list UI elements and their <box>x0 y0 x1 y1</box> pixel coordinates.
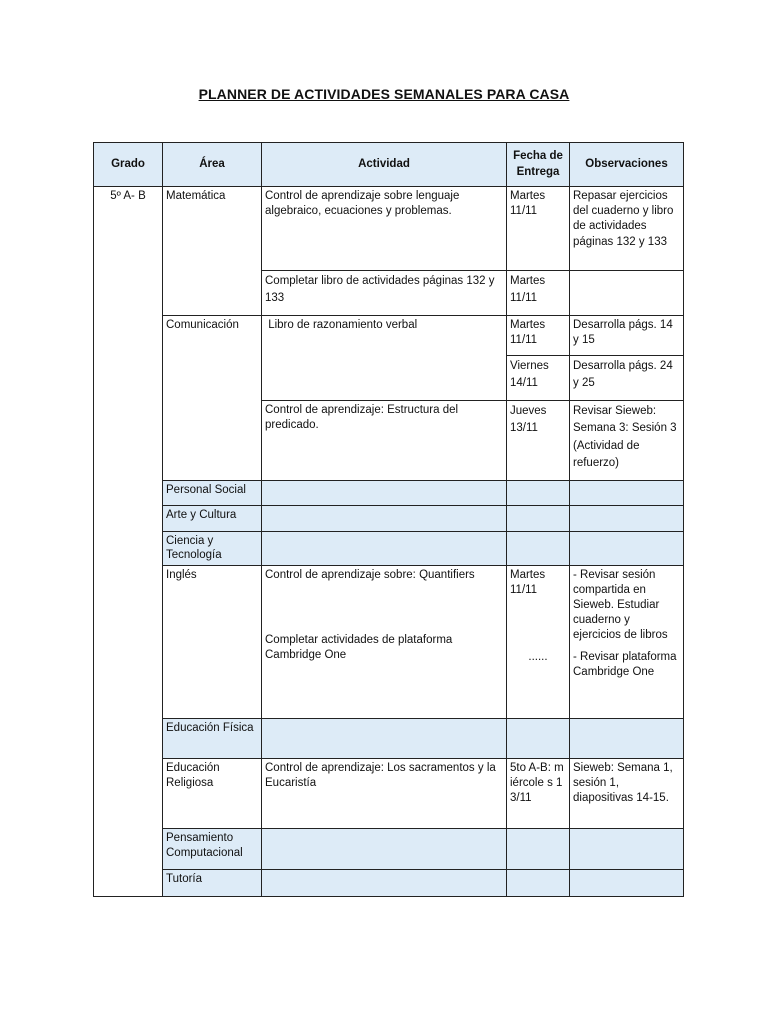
observation-cell-empty <box>570 718 684 758</box>
area-matematica: Matemática <box>163 187 262 316</box>
activity-cell-empty <box>262 718 507 758</box>
header-area: Área <box>163 143 262 187</box>
activity-text: Completar actividades de plataforma Cambridge One <box>265 633 453 662</box>
observation-cell-empty <box>570 532 684 566</box>
date-cell-empty <box>507 532 570 566</box>
table-row <box>94 718 684 758</box>
area-pensamiento-computacional: Pensamiento Computacional <box>163 828 262 869</box>
observation-cell: Sieweb: Semana 1, sesión 1, diapositivas 14-15. <box>570 758 684 828</box>
page-title: PLANNER DE ACTIVIDADES SEMANALES PARA CASA <box>198 86 570 102</box>
activity-cell-empty <box>262 532 507 566</box>
activity-text: Libro de razonamiento verbal <box>268 319 418 331</box>
activity-cell: Control de aprendizaje: Los sacramentos y la Eucaristía <box>262 758 507 828</box>
activity-cell: Control de aprendizaje sobre lenguaje algebraico, ecuaciones y problemas. <box>262 187 507 271</box>
activity-cell: Control de aprendizaje: Estructura del predicado. <box>262 401 507 481</box>
date-cell: Jueves 13/11 <box>507 401 570 481</box>
header-actividad: Actividad <box>262 143 507 187</box>
table-row <box>94 481 684 506</box>
observation-cell-empty <box>570 481 684 506</box>
activity-text: Control de aprendizaje sobre: Quantifiers <box>265 568 475 581</box>
observation-cell: Revisar Sieweb: Semana 3: Sesión 3 (Actividad de refuerzo) <box>570 401 684 481</box>
date-cell: Martes 11/11 <box>507 316 570 356</box>
activity-cell: Completar libro de actividades páginas 132 y 133 <box>262 271 507 316</box>
area-comunicacion: Comunicación <box>163 316 262 481</box>
date-cell-empty <box>507 506 570 532</box>
area-educacion-fisica: Educación Física <box>163 718 262 758</box>
date-text: Martes 11/11 <box>510 568 546 596</box>
observation-cell <box>570 271 684 316</box>
table-row <box>94 506 684 532</box>
activity-cell-empty <box>262 481 507 506</box>
table-row <box>94 565 684 718</box>
observation-cell: Repasar ejercicios del cuaderno y libro de actividades páginas 132 y 133 <box>570 187 684 271</box>
table-row <box>94 532 684 566</box>
date-text: ...... <box>528 651 548 664</box>
table-row <box>94 869 684 896</box>
date-cell <box>507 565 570 718</box>
date-cell: Martes 11/11 <box>507 271 570 316</box>
observation-cell-empty <box>570 506 684 532</box>
area-arte-cultura: Arte y Cultura <box>163 506 262 532</box>
header-fecha <box>507 143 570 187</box>
observation-text: - Revisar sesión compartida en Sieweb. Estudiar cuaderno y ejercicios de libros <box>573 568 668 642</box>
area-personal-social: Personal Social <box>163 481 262 506</box>
date-cell-empty <box>507 828 570 869</box>
header-fecha-line2: Entrega <box>516 165 560 178</box>
table-row <box>94 828 684 869</box>
date-cell: Martes 11/11 <box>507 187 570 271</box>
observation-cell-empty <box>570 828 684 869</box>
activity-cell-empty <box>262 828 507 869</box>
activity-cell-empty <box>262 506 507 532</box>
observation-cell <box>570 565 684 718</box>
date-cell-empty <box>507 869 570 896</box>
table-row <box>94 758 684 828</box>
table-row <box>94 316 684 356</box>
date-cell-empty <box>507 481 570 506</box>
activity-cell <box>262 316 507 401</box>
header-fecha-line1: Fecha de <box>513 150 563 163</box>
date-cell: Viernes 14/11 <box>507 356 570 401</box>
activity-cell-empty <box>262 869 507 896</box>
table-row <box>94 187 684 271</box>
date-cell-empty <box>507 718 570 758</box>
observation-text: - Revisar plataforma Cambridge One <box>573 650 677 678</box>
observation-cell: Desarrolla págs. 14 y 15 <box>570 316 684 356</box>
activity-cell <box>262 565 507 718</box>
observation-cell: Desarrolla págs. 24 y 25 <box>570 356 684 401</box>
header-observaciones: Observaciones <box>570 143 684 187</box>
table-header-row <box>94 143 684 187</box>
area-educacion-religiosa: Educación Religiosa <box>163 758 262 828</box>
observation-cell-empty <box>570 869 684 896</box>
area-ciencia-tecnologia: Ciencia y Tecnología <box>163 532 262 566</box>
area-tutoria: Tutoría <box>163 869 262 896</box>
area-ingles: Inglés <box>163 565 262 718</box>
date-cell: 5to A-B: miércole s 13/11 <box>507 758 570 828</box>
grade-cell: 5º A- B <box>94 187 163 897</box>
planner-table <box>93 142 684 897</box>
header-grado: Grado <box>94 143 163 187</box>
